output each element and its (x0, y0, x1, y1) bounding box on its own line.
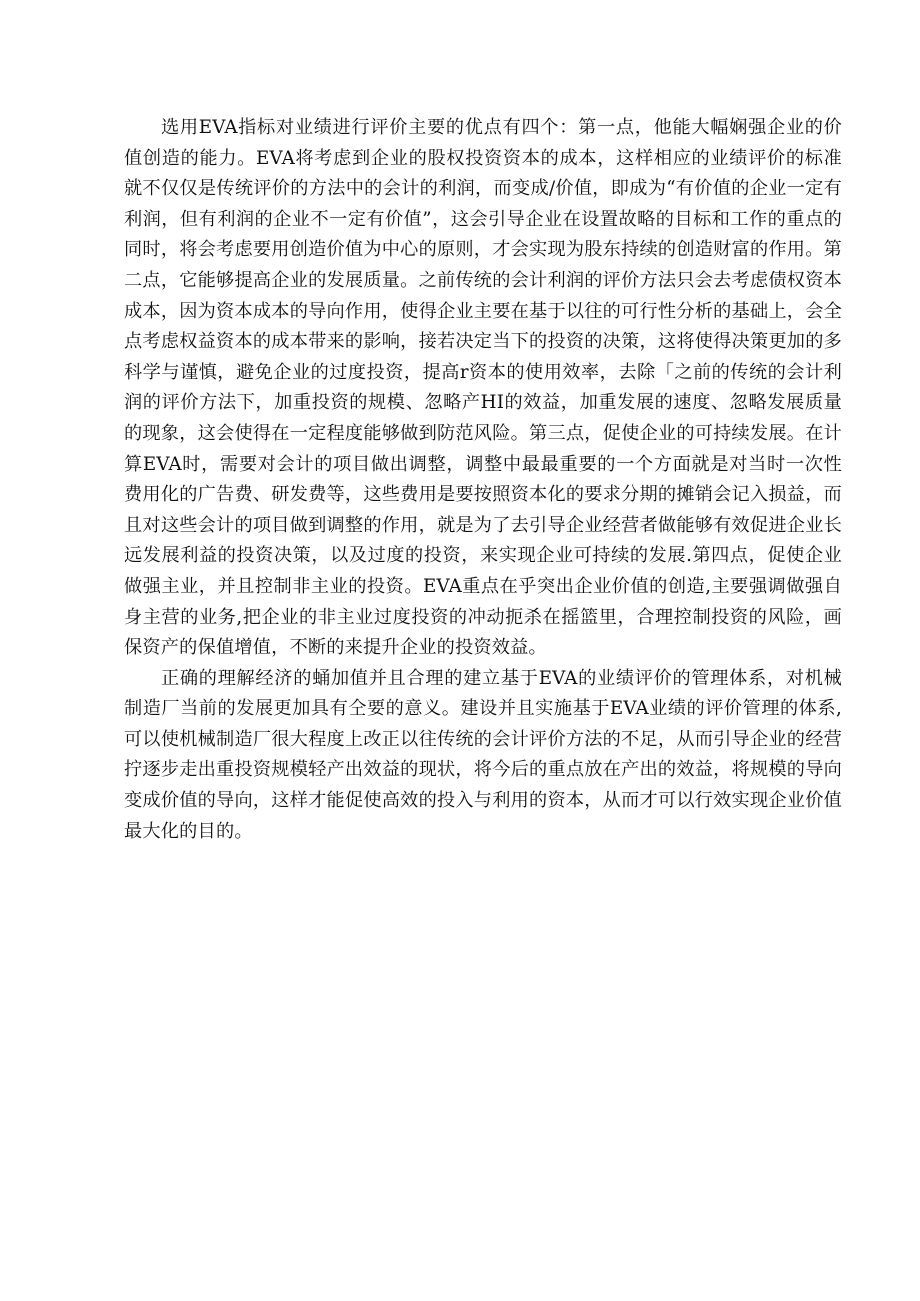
paragraph-eva-advantages: 选用EVA指标对业绩进行评价主要的优点有四个：第一点，他能大幅娴强企业的价值创造的能力。EVA将考虑到企业的股权投资资本的成本，这样相应的业绩评价的标准就不仅仅是传统评价的方法中的会计的利润，而变成/价值，即成为“有价值的企业一定有利润，但有利润的企业不一定有价值”，这会引导企业在设置故略的目标和工作的重点的同时，将会考虑要用创造价值为中心的原则，才会实现为股东持续的创造财富的作用。第二点，它能够提高企业的发展质量。之前传统的会计利润的评价方法只会去考虑债权资本成本，因为资本成本的导向作用，使得企业主要在基于以往的可行性分析的基础上，会全点考虑权益资本的成本带来的影响，接若决定当下的投资的决策，这将使得决策更加的多科学与谨慎，避免企业的过度投资，提高r资本的使用效率，去除「之前的传统的会计利润的评价方法下，加重投资的规模、忽略产HI的效益，加重发展的速度、忽略发展质量的现象，这会使得在一定程度能够做到防范风险。第三点，促使企业的可持续发展。在计算EVA时，需要对会计的项目做出调整，调整中最最重要的一个方面就是对当时一次性费用化的广告费、研发费等，这些费用是要按照资本化的要求分期的摊销会记入损益，而且对这些会计的项目做到调整的作用，就是为了去引导企业经营者做能够有效促进企业长远发展利益的投资决策，以及过度的投资，来实现企业可持续的发展.第四点，促使企业做强主业，并且控制非主业的投资。EVA重点在乎突出企业价值的创造,主要强调做强自身主营的业务,把企业的非主业过度投资的冲动扼杀在摇篮里，合理控制投资的风险，画保资产的保值增值，不断的来提升企业的投资效益。 (124, 117, 842, 659)
document-body (124, 113, 842, 847)
paragraph-eva-significance: 正确的理解经济的蛹加值并且合理的建立基于EVA的业绩评价的管理体系，对机械制造厂当前的发展更加具有仝要的意义。建设并且实施基于EVA业绩的评价管理的体系,可以使机械制造厂很大程度上改正以往传统的会计评价方法的不足，从而引导企业的经营拧逐步走出重投资规模轻产出效益的现状，将今后的重点放在产出的效益，将规模的导向变成价值的导向，这样才能促使高效的投入与利用的资本，从而才可以行效实现企业价值最大化的目的。 (124, 667, 842, 842)
